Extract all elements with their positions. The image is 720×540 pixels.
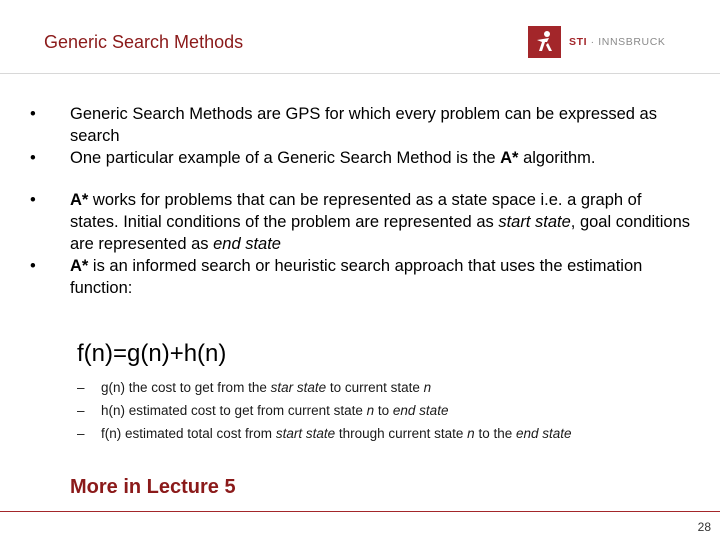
formula: f(n)=g(n)+h(n) [77,340,227,367]
logo-wordmark [569,36,666,48]
sub-bullet-item [77,422,572,445]
sti-innsbruck-logo [528,26,666,58]
bullet-list [24,103,694,299]
bullet-text: works for problems that can be represented as a state space i.e. a graph of states. Initial conditions of the problem are represented as [70,191,642,231]
bullet-italic: start state [498,213,571,231]
more-in-lecture-link: More in Lecture 5 [70,476,236,498]
bullet-text: Generic Search Methods are GPS for which every problem can be expressed as search [70,105,657,145]
sub-bullet-list [77,376,572,445]
bullet-item [24,147,694,169]
page-number: 28 [697,520,711,534]
sub-bullet-italic: n [467,426,475,441]
sub-bullet-italic: end state [515,426,572,441]
sub-bullet-italic: star state [270,380,327,395]
sub-bullet-text: through current state [335,426,468,441]
sub-bullet-text: to [374,403,393,418]
bullet-item [24,103,694,147]
bullet-italic: end state [213,235,281,253]
sub-bullet-italic: n [366,403,375,418]
bullet-emphasis: A* [500,149,519,167]
bullet-text: is an informed search or heuristic search approach that uses the estimation function: [70,257,643,297]
logo-brand: STI [569,36,588,48]
bullet-text: One particular example of a Generic Search Method is the [70,149,501,167]
footer-divider [0,511,720,512]
sti-logo-icon [528,26,561,58]
bullet-emphasis: A* [70,191,89,209]
sub-bullet-text: h(n) estimated cost to get from current state [101,403,367,418]
sub-bullet-item [77,376,572,399]
bullet-item [24,255,694,299]
sub-bullet-text: f(n) estimated total cost from [101,426,276,441]
header-divider [0,73,720,74]
bullet-item [24,189,694,255]
slide-title: Generic Search Methods [44,32,244,52]
sub-bullet-text: g(n) the cost to get from the [101,380,271,395]
sub-bullet-italic: end state [392,403,449,418]
logo-separator: · [587,36,599,48]
logo-location: INNSBRUCK [598,36,666,48]
sub-bullet-text: to the [474,426,516,441]
sub-bullet-italic: n [423,380,432,395]
bullet-emphasis: A* [70,257,89,275]
sub-bullet-italic: start state [275,426,336,441]
bullet-text: , goal conditions are represented as [70,213,691,253]
sub-bullet-item [77,399,572,422]
sub-bullet-text: to current state [326,380,424,395]
bullet-text: algorithm. [518,149,596,167]
